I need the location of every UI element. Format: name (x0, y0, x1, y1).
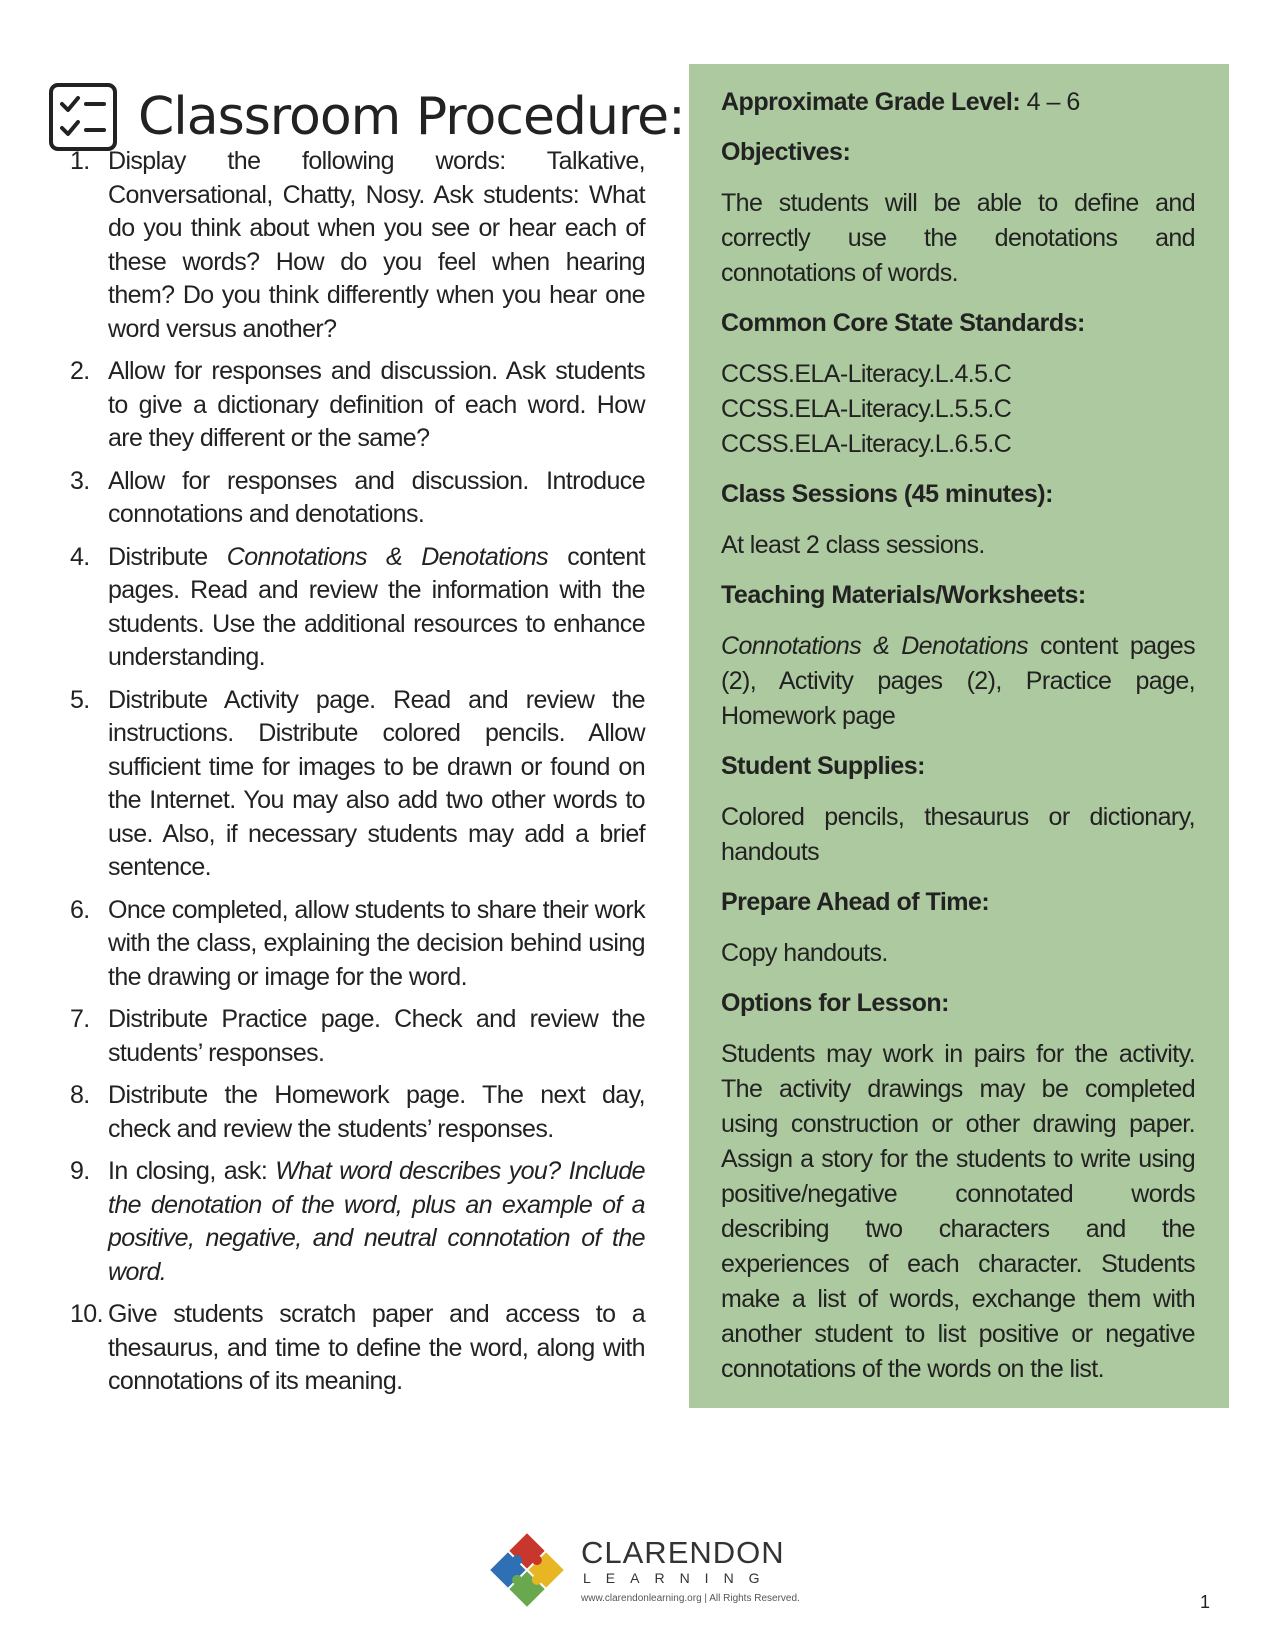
step-number: 3. (70, 466, 90, 495)
procedure-step (70, 1079, 645, 1146)
step-text: Give students scratch paper and access to a thesaurus, and time to define the word, along with connotations of its meaning. (108, 1300, 645, 1395)
step-text: Distribute Practice page. Check and review the students’ responses. (108, 1005, 645, 1067)
footer-logo (487, 1530, 800, 1610)
objectives-heading: Objectives: (721, 138, 851, 166)
step-number: 9. (70, 1157, 90, 1185)
procedure-step (70, 1155, 645, 1289)
materials-text (721, 629, 1195, 734)
sessions-heading: Class Sessions (45 minutes): (721, 480, 1053, 508)
step-text: What word describes you? Include the denotation of the word, plus an example of a positive, negative, and neutral connotation of the word. (108, 1157, 645, 1286)
materials-heading: Teaching Materials/Worksheets: (721, 581, 1086, 609)
materials-list: content pages (2), Activity pages (2), Practice page, Homework page (721, 632, 1195, 730)
step-text: Allow for responses and discussion. Introduce connotations and denotations. (108, 466, 645, 528)
step-number: 10. (70, 1300, 103, 1328)
page-number: 1 (1200, 1592, 1211, 1612)
options-heading: Options for Lesson: (721, 989, 949, 1017)
procedure-step (70, 465, 645, 532)
step-number: 1. (70, 147, 90, 175)
standard-item: CCSS.ELA-Literacy.L.5.5.C (721, 395, 1012, 423)
procedure-step (70, 1003, 645, 1070)
step-text: In closing, ask: (108, 1157, 276, 1185)
step-text: Distribute Activity page. Read and review the instructions. Distribute colored pencils. Allow sufficient time for images to be drawn or found on the Internet. You may also add two other words to use. Also, if necessary students may add a brief sentence. (108, 685, 645, 881)
step-number: 8. (70, 1081, 90, 1109)
prepare-text: Copy handouts. (721, 939, 888, 967)
grade-level (721, 86, 1195, 118)
prepare-heading: Prepare Ahead of Time: (721, 888, 990, 916)
standards-heading: Common Core State Standards: (721, 309, 1085, 337)
standard-item: CCSS.ELA-Literacy.L.4.5.C (721, 360, 1012, 388)
step-number: 4. (70, 542, 90, 571)
step-text: Connotations & Denotations (226, 542, 549, 571)
step-text: Once completed, allow students to share their work with the class, explaining the decision behind using the drawing or image for the word. (108, 895, 645, 991)
step-number: 5. (70, 685, 90, 714)
procedure-step (70, 145, 645, 346)
grade-level-value: 4 – 6 (1020, 88, 1080, 116)
supplies-text: Colored pencils, thesaurus or dictionary, handouts (721, 803, 1195, 866)
step-text: Allow for responses and discussion. Ask students to give a dictionary definition of each word. How are they different or the same? (108, 357, 645, 452)
materials-title: Connotations & Denotations (721, 632, 1029, 660)
brand-name: CLARENDON (581, 1534, 785, 1570)
procedure-list (70, 145, 645, 1408)
step-text: content pages. Read and review the information with the students. Use the additional resources to enhance understanding. (108, 542, 645, 671)
procedure-step (70, 894, 645, 995)
procedure-step (70, 1298, 645, 1399)
grade-level-label: Approximate Grade Level: (721, 88, 1021, 116)
supplies-heading: Student Supplies: (721, 752, 925, 780)
step-number: 6. (70, 895, 90, 924)
step-text: Distribute (108, 542, 227, 571)
step-text: Display the following words: Talkative, Conversational, Chatty, Nosy. Ask students: What do you think about when you see or hear each of these words? How do you feel when hearing them? Do you think differently when you hear one word versus another? (108, 147, 645, 343)
procedure-step (70, 355, 645, 456)
brand-subtitle: LEARNING (583, 1569, 775, 1586)
brand-block (581, 1534, 800, 1604)
options-text: Students may work in pairs for the activity. The activity drawings may be completed using construction or other drawing paper. Assign a story for the students to write using positive/negative connotated words describing two characters and the experiences of each character. Students make a list of words, exchange them with another student to list positive or negative connotations of the words on the list. (721, 1040, 1195, 1383)
procedure-step (70, 684, 645, 885)
checklist-icon (48, 82, 118, 152)
lesson-info-panel (689, 64, 1229, 1408)
page-title: Classroom Procedure: (138, 86, 685, 147)
step-number: 2. (70, 357, 90, 385)
sessions-text: At least 2 class sessions. (721, 531, 985, 559)
objectives-text: The students will be able to define and correctly use the denotations and connotations of words. (721, 189, 1195, 287)
puzzle-logo-icon (487, 1530, 567, 1610)
step-text: Distribute the Homework page. The next day, check and review the students’ responses. (108, 1081, 645, 1143)
standards-list (721, 357, 1195, 462)
standard-item: CCSS.ELA-Literacy.L.6.5.C (721, 430, 1012, 458)
step-number: 7. (70, 1005, 90, 1033)
procedure-step (70, 541, 645, 675)
brand-url: www.clarendonlearning.org | All Rights Reserved. (581, 1592, 800, 1604)
